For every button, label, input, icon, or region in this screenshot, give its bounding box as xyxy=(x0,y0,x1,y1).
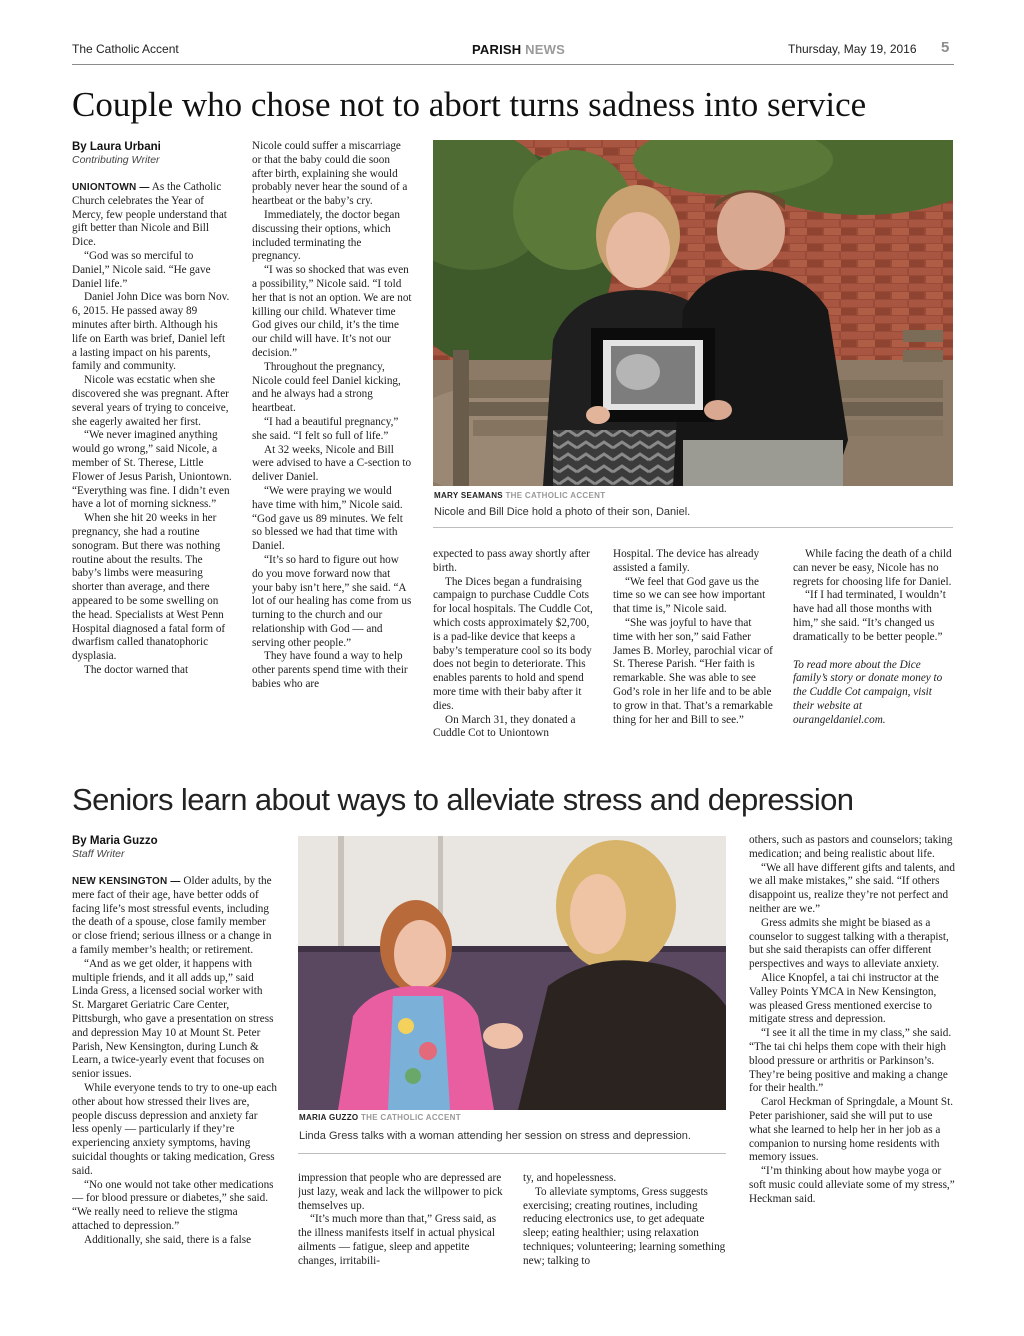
article2-paragraph: “And as we get older, it happens with multiple friends, and it all adds up,” said Linda Gress, a licensed social worker with St. Margaret Geriatric Care Center, Pittsburgh, who gave a presentation on stress and depression May 10 at Mount St. Peter Parish, New Kensington, during Lunch & Learn, a twice-yearly event that focuses on senior issues. xyxy=(72,957,274,1081)
page-number: 5 xyxy=(941,39,950,56)
article2-paragraph: NEW KENSINGTON — Older adults, by the mere fact of their age, have better odds of facing life’s most stressful events, including the death of a spouse, close family member or close friend; serious illness or a change in a family member’s health; or retirement. xyxy=(72,875,272,956)
publication-name: The Catholic Accent xyxy=(72,42,179,56)
article1-paragraph: On March 31, they donated a Cuddle Cot to Uniontown xyxy=(433,713,576,740)
presentation-photo xyxy=(298,836,726,1110)
article1-caption-rule xyxy=(433,527,953,528)
article1-paragraph: The doctor warned that xyxy=(84,663,189,676)
article2-paragraph: To alleviate symptoms, Gress suggests exercising; creating routines, including reducing electronics use, to get adequate sleep; eating healthier; using relaxation techniques; volunteering; learning something new; talking to xyxy=(523,1185,726,1267)
article1-photo-credit xyxy=(434,491,605,500)
article2-paragraph: “No one would not take other medications — for blood pressure or diabetes,” she said. “We really need to relieve the stigma attached to depression.” xyxy=(72,1178,274,1232)
article1-paragraph: expected to pass away shortly after birth. xyxy=(433,548,590,574)
article1-paragraph: Immediately, the doctor began discussing their options, which included terminating the pregnancy. xyxy=(252,208,400,263)
article1-column-5 xyxy=(793,548,955,764)
article2-paragraph: “It’s much more than that,” Gress said, as the illness manifests itself in actual physical ailments — fatigue, sleep and appetite changes, irritabili- xyxy=(298,1213,497,1267)
article1-paragraph: Hospital. The device has already assisted a family. xyxy=(613,548,760,574)
article2-column-2 xyxy=(298,1172,503,1274)
article1-paragraph: Nicole could suffer a miscarriage or that the baby could die soon after birth, explaining she would probably never hear the sound of a heartbeat or the baby’s cry. xyxy=(252,140,408,208)
article1-paragraph: While facing the death of a child can never be easy, Nicole has no regrets for choosing life for Daniel. xyxy=(793,548,952,588)
article2-paragraph: “I’m thinking about how maybe yoga or soft music could alleviate some of my stress,” Heckman said. xyxy=(749,1165,955,1205)
article1-photo-credit-org: THE CATHOLIC ACCENT xyxy=(505,491,606,500)
section-title-parish: PARISH xyxy=(472,42,522,57)
article1-paragraph: Daniel John Dice was born Nov. 6, 2015. He passed away 89 minutes after birth. Although his life on Earth was brief, Daniel left a lasting impact on his parents, family and community. xyxy=(72,291,230,373)
article2-photo-credit xyxy=(299,1113,461,1122)
article1-paragraph: “If I had terminated, I wouldn’t have had all those months with him,” she said. “It’s changed us dramatically to be better people.” xyxy=(793,589,946,643)
article2-photo-credit-org: THE CATHOLIC ACCENT xyxy=(360,1113,461,1122)
article2-role: Staff Writer xyxy=(72,848,125,860)
article1-paragraph: “We feel that God gave us the time so we can see how important that time is,” Nicole said. xyxy=(613,575,766,616)
couple-photo-illustration xyxy=(433,140,953,486)
article1-paragraph: They have found a way to help other parents spend time with their babies who are xyxy=(252,650,408,691)
article1-paragraph: Throughout the pregnancy, Nicole could feel Daniel kicking, and he always had a strong heartbeat. xyxy=(252,360,401,415)
article2-column-1 xyxy=(72,834,277,1274)
article1-paragraph: When she hit 20 weeks in her pregnancy, she had a routine sonogram. But there was nothing routine about the results. The baby’s limbs were measuring shorter than average, and there appeared to be some swelling on the head. Specialists at West Penn Hospital diagnosed a fatal form of dwarfism called thanatophoric dysplasia. xyxy=(72,512,226,663)
article1-column-4 xyxy=(613,548,773,764)
article1-paragraph: “We were praying we would have time with him,” Nicole said. “God gave us 89 minutes. We felt so blessed we had that time with Daniel. xyxy=(252,484,403,553)
article1-headline: Couple who chose not to abort turns sadness into service xyxy=(72,85,867,124)
article2-headline: Seniors learn about ways to alleviate stress and depression xyxy=(72,782,854,817)
article2-paragraph: “I see it all the time in my class,” she said. “The tai chi helps them cope with their high blood pressure or arthritis or Parkinson’s. They’re being positive and making a change for their health.” xyxy=(749,1027,952,1095)
header-rule xyxy=(72,64,954,65)
article1-paragraph: At 32 weeks, Nicole and Bill were advised to have a C-section to deliver Daniel. xyxy=(252,443,412,484)
article2-paragraph: ty, and hopelessness. xyxy=(523,1172,617,1184)
article1-column-2 xyxy=(252,140,412,762)
presentation-photo-illustration xyxy=(298,836,726,1110)
article1-paragraph: “It’s so hard to figure out how do you move forward now that your baby isn’t here,” she said. “A lot of our healing has come from us turning to the church and our relationship with God — and serving other people.” xyxy=(252,553,412,649)
article2-paragraph: Carol Heckman of Springdale, a Mount St. Peter parishioner, said she will put to use what she learned to help her in her job as a companion to nursing home residents with memory issues. xyxy=(749,1096,954,1164)
article1-paragraph: “I was so shocked that was even a possibility,” Nicole said. “I told her that is not an option. We are not killing our child. Whatever time God gives our child, it’s the time our child will have. It’s not our decision.” xyxy=(252,264,412,359)
article1-paragraph: “I had a beautiful pregnancy,” she said. “I felt so full of life.” xyxy=(252,415,399,442)
article2-byline: By Maria Guzzo xyxy=(72,835,158,847)
article2-paragraph: impression that people who are depressed are just lazy, weak and lack the willpower to pick themselves up. xyxy=(298,1172,503,1212)
article2-column-3 xyxy=(523,1172,727,1274)
article2-paragraph: While everyone tends to try to one-up each other about how stressed their lives are, people discuss depression and anxiety far less openly — particularly if they’re experiencing anxiety symptoms, having suicidal thoughts or taking medication, Gress said. xyxy=(72,1081,277,1177)
article2-photo-caption: Linda Gress talks with a woman attending her session on stress and depression. xyxy=(299,1130,691,1142)
article1-paragraph: UNIONTOWN — As the Catholic Church celebrates the Year of Mercy, few people understand that gift better than Nicole and Bill Dice. xyxy=(72,181,227,249)
article1-paragraph: Nicole was ecstatic when she discovered she was pregnant. After several years of trying to conceive, she eagerly awaited her first. xyxy=(72,374,229,428)
article2-paragraph: Gress admits she might be biased as a counselor to suggest talking with a therapist, but she said therapists can offer different perspectives and ways to alleviate anxiety. xyxy=(749,916,949,971)
article2-paragraph: “We all have different gifts and talents, and we all make mistakes,” she said. “If others disappoint us, realize they’re not perfect and neither are we.” xyxy=(749,861,955,915)
article2-paragraph: Alice Knopfel, a tai chi instructor at the Valley Points YMCA in New Kensington, was pleased Gress mentioned exercise to mitigate stress and depression. xyxy=(749,971,939,1026)
article1-byline: By Laura Urbani xyxy=(72,141,161,153)
article1-dateline: UNIONTOWN — xyxy=(72,182,150,193)
article1-column-3 xyxy=(433,548,593,764)
article1-paragraph: The Dices began a fundraising campaign to purchase Cuddle Cots for local hospitals. The Cuddle Cot, which costs approximately $2,700, is a pad-like device that keeps a baby’s temperature cool so its body does not begin to deteriorate. This enables parents to hold and spend more time with their baby after it dies. xyxy=(433,575,593,712)
article2-caption-rule xyxy=(298,1153,726,1154)
article1-paragraph: “She was joyful to have that time with her son,” said Father James B. Morley, parochial vicar of St. Therese Parish. “Her faith is remarkable. She was able to see God’s role in her life and to be able to grow in that. That’s a remarkable thing for her and Bill to see.” xyxy=(613,616,773,726)
section-title-news: NEWS xyxy=(525,42,565,57)
article2-column-4 xyxy=(749,834,955,1274)
article2-dateline: NEW KENSINGTON — xyxy=(72,876,181,887)
article1-website-promo: To read more about the Dice family’s story or donate money to the Cuddle Cot campaign, visit their website at ourangeldaniel.com. xyxy=(793,658,943,726)
article1-column-1 xyxy=(72,140,232,760)
article2-photo-credit-name: MARIA GUZZO xyxy=(299,1113,359,1122)
couple-photo xyxy=(433,140,953,486)
article1-paragraph: “God was so merciful to Daniel,” Nicole said. “He gave Daniel life.” xyxy=(72,249,211,290)
section-title xyxy=(472,42,592,57)
article1-paragraph: “We never imagined anything would go wrong,” said Nicole, a member of St. Therese, Little Flower of Jesus Parish, Uniontown. “Everything was fine. I didn’t even have a lot of morning sickness.” xyxy=(72,429,232,511)
article1-role: Contributing Writer xyxy=(72,154,160,166)
article1-photo-credit-name: MARY SEAMANS xyxy=(434,491,503,500)
article2-paragraph: others, such as pastors and counselors; taking medication; and being realistic about life. xyxy=(749,834,953,860)
issue-date: Thursday, May 19, 2016 xyxy=(788,42,917,56)
article1-photo-caption: Nicole and Bill Dice hold a photo of their son, Daniel. xyxy=(434,506,691,518)
article2-paragraph: Additionally, she said, there is a false xyxy=(84,1233,252,1246)
